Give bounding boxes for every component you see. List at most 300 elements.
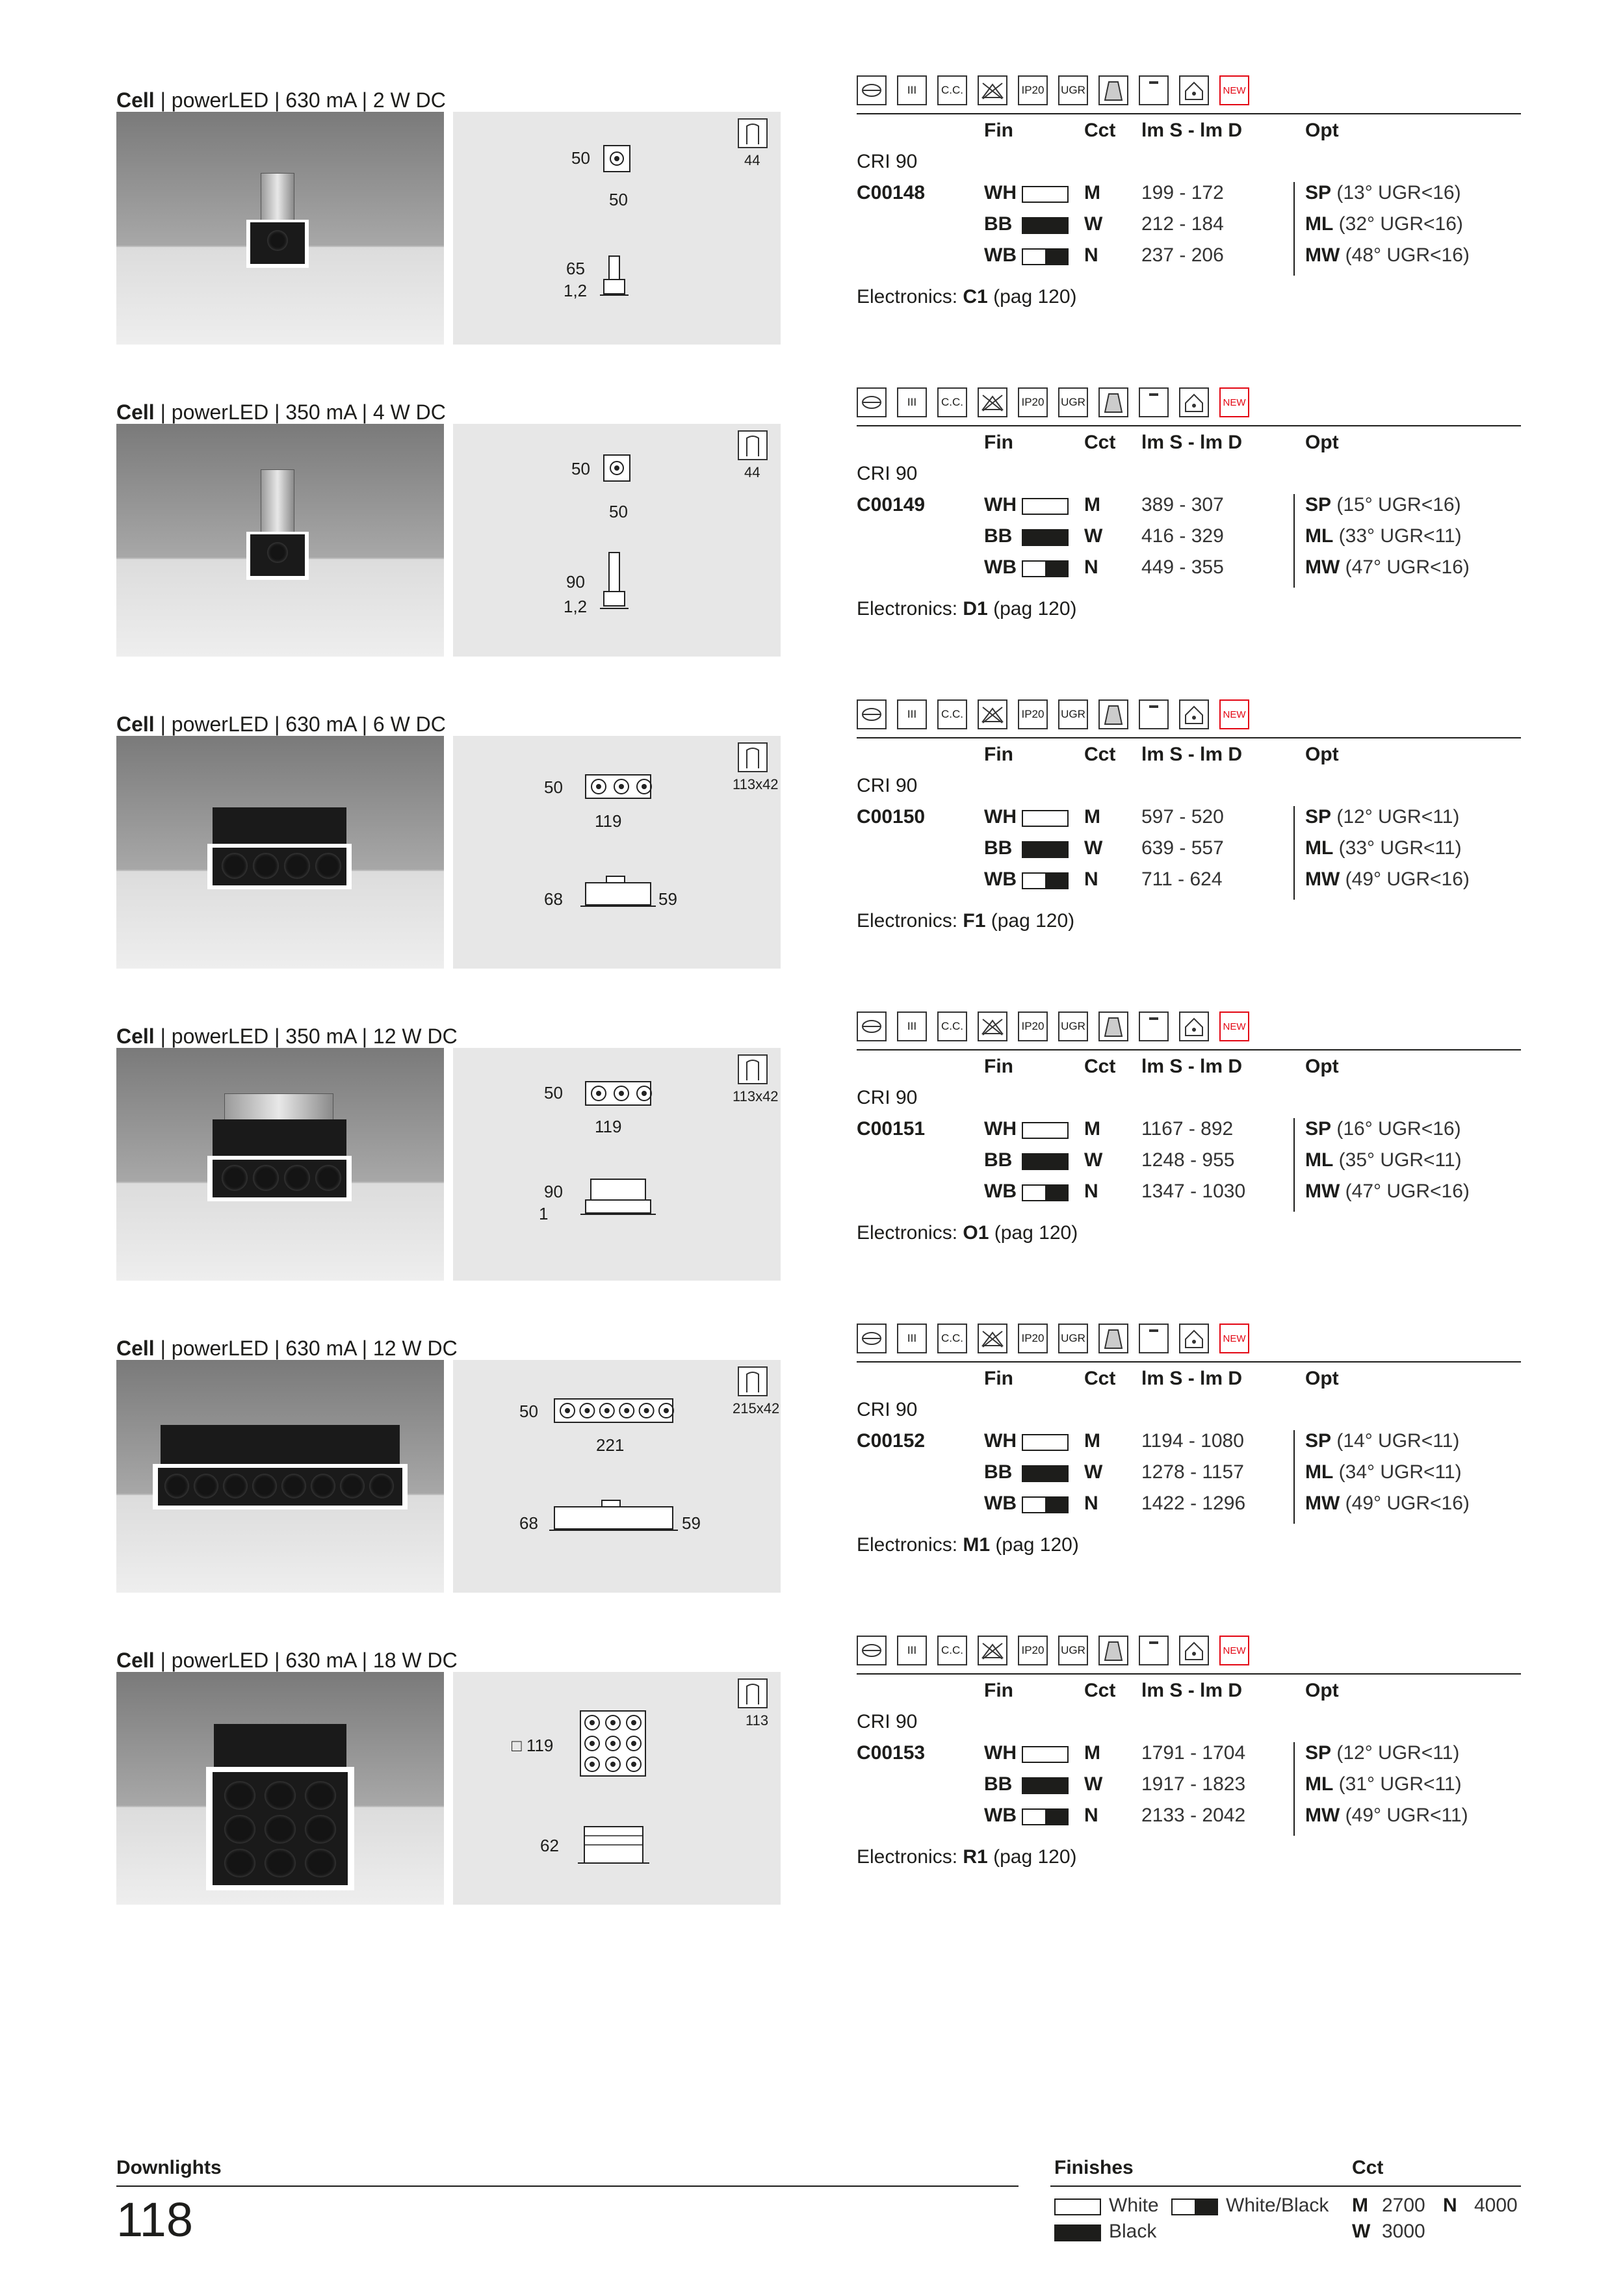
optic-detail: (12° UGR<11) — [1331, 806, 1460, 828]
cutout-size: 44 — [744, 464, 760, 480]
cct-code: M — [1084, 1430, 1100, 1452]
header-cct: Cct — [1084, 432, 1116, 453]
class-iii-icon: III — [897, 1636, 927, 1665]
lumen-values: 449 - 355 — [1141, 556, 1224, 578]
optic-detail: (31° UGR<11) — [1333, 1773, 1462, 1795]
optic-code: SP — [1305, 494, 1332, 515]
finish-white-swatch — [1054, 2198, 1101, 2215]
finish-swatch — [1022, 1777, 1069, 1794]
footer-divider — [116, 2185, 1019, 2187]
optic-code: ML — [1305, 525, 1334, 547]
recessed-mount-icon — [857, 1324, 887, 1353]
led-reflector — [340, 1474, 365, 1498]
cct-code: N — [1084, 1805, 1098, 1826]
side-view-drawing — [600, 551, 629, 610]
electronics-code: O1 — [963, 1222, 989, 1244]
lumen-values: 1791 - 1704 — [1141, 1742, 1246, 1764]
dim-height: 90 — [566, 572, 585, 592]
cri-value: CRI 90 — [857, 463, 918, 484]
header-fin: Fin — [984, 1368, 1013, 1389]
cct-code: M — [1084, 182, 1100, 203]
dim-length: 50 — [609, 502, 628, 521]
optic-option — [1305, 1805, 1468, 1831]
product-name: Cell — [116, 712, 155, 736]
options-divider — [1293, 494, 1295, 588]
electronics-label: Electronics: — [857, 1534, 963, 1556]
led-reflector — [267, 230, 288, 251]
class-iii-icon: III — [897, 1324, 927, 1353]
new-badge: NEW — [1219, 1636, 1249, 1665]
header-cct: Cct — [1084, 120, 1116, 141]
optic-code: SP — [1305, 1742, 1332, 1764]
cct-code: W — [1084, 525, 1103, 547]
led-reflector — [284, 853, 310, 879]
optic-code: MW — [1305, 1805, 1340, 1826]
finish-code: BB — [984, 213, 1013, 235]
electronics-label: Electronics: — [857, 910, 963, 932]
electronics-line — [857, 1222, 1078, 1244]
constant-current-icon: C.C. — [937, 699, 967, 729]
optic-code: MW — [1305, 244, 1340, 266]
led-reflector — [267, 542, 288, 563]
optic-code: ML — [1305, 1773, 1334, 1795]
dimming-icon — [1179, 1324, 1209, 1353]
cct-code: M — [1084, 1742, 1100, 1764]
product-block — [0, 396, 1623, 712]
cct-code: N — [1084, 556, 1098, 578]
product-name: Cell — [116, 1337, 155, 1360]
electronics-label: Electronics: — [857, 1846, 963, 1868]
lumen-values: 1347 - 1030 — [1141, 1181, 1246, 1202]
no-insulation-icon — [978, 1011, 1007, 1041]
cct-n-value: 4000 — [1474, 2195, 1518, 2216]
dim-height: 90 — [544, 1182, 563, 1201]
lumen-values: 1917 - 1823 — [1141, 1773, 1246, 1795]
header-lumen: lm S - lm D — [1141, 744, 1243, 765]
finish-code: WB — [984, 1805, 1017, 1826]
header-lumen: lm S - lm D — [1141, 1368, 1243, 1389]
cct-m-value: 2700 — [1382, 2195, 1425, 2216]
dim-trim: 1 — [539, 1204, 549, 1223]
lumen-values: 416 - 329 — [1141, 525, 1224, 547]
cutout-icon — [738, 742, 768, 772]
options-divider — [1293, 1742, 1295, 1836]
lumen-values: 639 - 557 — [1141, 837, 1224, 859]
constant-current-icon: C.C. — [937, 75, 967, 105]
optic-detail: (32° UGR<16) — [1333, 213, 1463, 235]
dim-length: 119 — [595, 1117, 622, 1136]
optic-option — [1305, 494, 1461, 520]
led-reflector — [305, 1815, 336, 1844]
page-number: 118 — [116, 2193, 193, 2247]
product-photo — [116, 112, 444, 345]
dimming-icon — [1179, 75, 1209, 105]
lumen-values: 2133 - 2042 — [1141, 1805, 1246, 1826]
header-opt: Opt — [1305, 120, 1339, 141]
ip20-icon: IP20 — [1018, 387, 1048, 417]
product-photo — [116, 736, 444, 969]
electronics-code: D1 — [963, 598, 988, 620]
product-block — [0, 708, 1623, 1024]
options-divider — [1293, 806, 1295, 900]
optic-option — [1305, 1742, 1459, 1768]
finish-code: WH — [984, 1430, 1017, 1452]
cri-value: CRI 90 — [857, 1399, 918, 1420]
finish-code: WB — [984, 244, 1017, 266]
optic-code: ML — [1305, 837, 1334, 859]
product-code: C00152 — [857, 1430, 926, 1452]
optic-option — [1305, 1149, 1462, 1175]
optic-option — [1305, 213, 1463, 239]
lumen-values: 237 - 206 — [1141, 244, 1224, 266]
lumen-values: 1422 - 1296 — [1141, 1493, 1246, 1514]
beam-icon — [1098, 1011, 1128, 1041]
fixture-body — [213, 807, 346, 846]
finish-swatch — [1022, 1122, 1069, 1139]
top-view-drawing — [603, 144, 631, 173]
led-reflector — [253, 853, 279, 879]
lumen-values: 1167 - 892 — [1141, 1118, 1234, 1140]
product-title — [116, 1024, 458, 1049]
new-badge: NEW — [1219, 1011, 1249, 1041]
beam-icon — [1098, 699, 1128, 729]
dim-height: 62 — [540, 1836, 559, 1855]
cct-code: W — [1084, 837, 1103, 859]
new-badge: NEW — [1219, 699, 1249, 729]
optic-option — [1305, 868, 1470, 894]
product-name: Cell — [116, 88, 155, 112]
lumen-values: 711 - 624 — [1141, 868, 1223, 890]
product-photo — [116, 1672, 444, 1905]
cri-value: CRI 90 — [857, 1087, 918, 1108]
technical-drawing — [453, 1672, 781, 1905]
cct-code: W — [1084, 1773, 1103, 1795]
dimming-icon — [1179, 699, 1209, 729]
table-rule — [857, 1673, 1521, 1675]
optic-option — [1305, 1773, 1462, 1799]
recessed-mount-icon — [857, 1011, 887, 1041]
no-insulation-icon — [978, 1636, 1007, 1665]
optic-code: ML — [1305, 1461, 1334, 1483]
optic-detail: (49° UGR<16) — [1340, 1493, 1470, 1514]
led-reflector — [305, 1781, 336, 1810]
cutout-size: 44 — [744, 152, 760, 168]
product-spec: | powerLED | 630 mA | 6 W DC — [154, 712, 446, 736]
led-reflector — [252, 1474, 277, 1498]
header-fin: Fin — [984, 1680, 1013, 1701]
lumen-values: 1248 - 955 — [1141, 1149, 1235, 1171]
electronics-line — [857, 910, 1074, 932]
electronics-label: Electronics: — [857, 598, 963, 620]
product-spec: | powerLED | 630 mA | 12 W DC — [154, 1337, 458, 1360]
finish-swatch — [1022, 498, 1069, 515]
driver-icon — [1139, 1324, 1169, 1353]
recessed-mount-icon — [857, 699, 887, 729]
constant-current-icon: C.C. — [937, 1636, 967, 1665]
electronics-page: (pag 120) — [987, 598, 1077, 620]
dim-trim: 59 — [682, 1513, 701, 1533]
optic-detail: (15° UGR<16) — [1331, 494, 1461, 515]
product-code: C00149 — [857, 494, 926, 515]
electronics-line — [857, 286, 1077, 308]
electronics-code: M1 — [963, 1534, 991, 1556]
lumen-values: 1278 - 1157 — [1141, 1461, 1244, 1483]
optic-detail: (16° UGR<16) — [1331, 1118, 1461, 1140]
product-code: C00150 — [857, 806, 926, 828]
led-reflector — [305, 1849, 336, 1877]
cct-code: M — [1084, 494, 1100, 515]
fixture-body — [213, 1119, 346, 1158]
class-iii-icon: III — [897, 387, 927, 417]
product-title — [116, 88, 446, 112]
finish-code: WB — [984, 1493, 1017, 1514]
finish-swatch — [1022, 186, 1069, 203]
options-divider — [1293, 1430, 1295, 1524]
led-reflector — [223, 1474, 248, 1498]
electronics-page: (pag 120) — [990, 1534, 1079, 1556]
recessed-mount-icon — [857, 387, 887, 417]
electronics-page: (pag 120) — [987, 286, 1077, 307]
led-reflector — [369, 1474, 394, 1498]
table-rule — [857, 1361, 1521, 1363]
optic-detail: (34° UGR<11) — [1333, 1461, 1462, 1483]
side-view-drawing — [580, 875, 656, 911]
product-name: Cell — [116, 400, 155, 424]
cutout-icon — [738, 430, 768, 460]
dimming-icon — [1179, 1011, 1209, 1041]
ip20-icon: IP20 — [1018, 1324, 1048, 1353]
new-badge: NEW — [1219, 1324, 1249, 1353]
led-reflector — [265, 1815, 296, 1844]
finish-code: BB — [984, 525, 1013, 547]
cct-code: N — [1084, 1493, 1098, 1514]
header-cct: Cct — [1084, 744, 1116, 765]
optic-detail: (12° UGR<11) — [1331, 1742, 1460, 1764]
no-insulation-icon — [978, 387, 1007, 417]
driver-icon — [1139, 75, 1169, 105]
ugr-icon: UGR — [1058, 1011, 1088, 1041]
header-lumen: lm S - lm D — [1141, 120, 1243, 141]
cutout-size: 215x42 — [733, 1400, 780, 1416]
optic-detail: (47° UGR<16) — [1340, 556, 1470, 578]
optic-detail: (49° UGR<16) — [1340, 868, 1470, 890]
electronics-page: (pag 120) — [985, 910, 1075, 932]
cct-m-code: M — [1352, 2195, 1368, 2216]
dim-length: 119 — [595, 811, 622, 831]
ip20-icon: IP20 — [1018, 1636, 1048, 1665]
finish-code: WB — [984, 1181, 1017, 1202]
product-name: Cell — [116, 1649, 155, 1672]
header-lumen: lm S - lm D — [1141, 1056, 1243, 1077]
recessed-mount-icon — [857, 1636, 887, 1665]
electronics-line — [857, 598, 1077, 620]
lumen-values: 389 - 307 — [1141, 494, 1224, 515]
cct-code: M — [1084, 1118, 1100, 1140]
technical-drawing — [453, 1360, 781, 1593]
class-iii-icon: III — [897, 75, 927, 105]
finish-white-black-label: White/Black — [1226, 2195, 1329, 2216]
top-view-drawing — [603, 454, 631, 482]
new-badge: NEW — [1219, 387, 1249, 417]
dim-trim: 59 — [658, 889, 677, 909]
product-spec: | powerLED | 350 mA | 12 W DC — [154, 1024, 458, 1048]
dim-width: 50 — [544, 777, 563, 797]
product-spec: | powerLED | 630 mA | 18 W DC — [154, 1649, 458, 1672]
finish-code: WB — [984, 868, 1017, 890]
header-lumen: lm S - lm D — [1141, 1680, 1243, 1701]
finish-swatch — [1022, 1746, 1069, 1763]
led-reflector — [253, 1165, 279, 1191]
led-reflector — [315, 853, 341, 879]
optic-detail: (33° UGR<11) — [1333, 525, 1462, 547]
led-reflector — [284, 1165, 310, 1191]
header-fin: Fin — [984, 432, 1013, 453]
product-photo — [116, 424, 444, 657]
cri-value: CRI 90 — [857, 1711, 918, 1732]
new-badge: NEW — [1219, 75, 1249, 105]
cutout-icon — [738, 118, 768, 148]
finish-code: BB — [984, 1461, 1013, 1483]
dim-height: 68 — [544, 889, 563, 909]
side-view-drawing — [600, 255, 629, 296]
finish-swatch — [1022, 1465, 1069, 1482]
product-title — [116, 400, 446, 424]
finish-code: WB — [984, 556, 1017, 578]
side-view-drawing — [549, 1499, 678, 1535]
product-title — [116, 712, 446, 737]
constant-current-icon: C.C. — [937, 387, 967, 417]
optic-code: MW — [1305, 868, 1340, 890]
optic-detail: (48° UGR<16) — [1340, 244, 1470, 266]
dim-width: 50 — [571, 459, 590, 478]
product-photo — [116, 1048, 444, 1281]
no-insulation-icon — [978, 1324, 1007, 1353]
dim-length: 50 — [609, 190, 628, 209]
header-opt: Opt — [1305, 744, 1339, 765]
optic-detail: (35° UGR<11) — [1333, 1149, 1462, 1171]
product-code: C00153 — [857, 1742, 926, 1764]
cutout-size: 113x42 — [733, 1088, 779, 1104]
header-cct: Cct — [1084, 1368, 1116, 1389]
cct-code: M — [1084, 806, 1100, 828]
optic-detail: (49° UGR<11) — [1340, 1805, 1468, 1826]
constant-current-icon: C.C. — [937, 1324, 967, 1353]
finish-code: WH — [984, 1742, 1017, 1764]
header-opt: Opt — [1305, 1368, 1339, 1389]
dim-width: 50 — [519, 1402, 538, 1421]
ugr-icon: UGR — [1058, 387, 1088, 417]
optic-code: ML — [1305, 213, 1334, 235]
optic-option — [1305, 1493, 1470, 1519]
dimming-icon — [1179, 387, 1209, 417]
electronics-line — [857, 1534, 1079, 1556]
ugr-icon: UGR — [1058, 1636, 1088, 1665]
side-view-drawing — [577, 1823, 651, 1868]
ip20-icon: IP20 — [1018, 1011, 1048, 1041]
finish-code: WH — [984, 806, 1017, 828]
optic-option — [1305, 182, 1461, 208]
header-lumen: lm S - lm D — [1141, 432, 1243, 453]
finish-white-black-swatch — [1171, 2198, 1218, 2215]
optic-option — [1305, 556, 1470, 582]
ugr-icon: UGR — [1058, 75, 1088, 105]
cri-value: CRI 90 — [857, 151, 918, 172]
cct-code: N — [1084, 1181, 1098, 1202]
section-title: Downlights — [116, 2157, 222, 2178]
finish-swatch — [1022, 1434, 1069, 1451]
led-reflector — [224, 1781, 255, 1810]
cct-code: N — [1084, 244, 1098, 266]
optic-code: SP — [1305, 182, 1332, 203]
dim-width: 50 — [544, 1083, 563, 1102]
finish-code: WH — [984, 494, 1017, 515]
driver-icon — [1139, 387, 1169, 417]
no-insulation-icon — [978, 699, 1007, 729]
cutout-icon — [738, 1054, 768, 1084]
driver-icon — [1139, 1011, 1169, 1041]
finish-black-swatch — [1054, 2224, 1101, 2241]
heatsink-fins — [261, 469, 294, 536]
heatsink-fins — [261, 173, 294, 224]
side-view-drawing — [580, 1178, 656, 1217]
optic-code: MW — [1305, 1493, 1340, 1514]
finish-swatch — [1022, 217, 1069, 234]
ugr-icon: UGR — [1058, 699, 1088, 729]
optic-option — [1305, 1430, 1459, 1456]
electronics-line — [857, 1846, 1077, 1868]
dim-width: 50 — [571, 148, 590, 168]
cct-w-code: W — [1352, 2221, 1371, 2242]
beam-icon — [1098, 1324, 1128, 1353]
electronics-code: R1 — [963, 1846, 988, 1868]
optic-detail: (33° UGR<11) — [1333, 837, 1462, 859]
electronics-code: C1 — [963, 286, 988, 307]
led-reflector — [265, 1781, 296, 1810]
optic-code: MW — [1305, 1181, 1340, 1202]
finish-swatch — [1022, 529, 1069, 546]
optic-option — [1305, 837, 1462, 863]
finish-white-label: White — [1109, 2195, 1159, 2216]
led-reflector — [315, 1165, 341, 1191]
electronics-code: F1 — [963, 910, 986, 932]
cutout-size: 113x42 — [733, 776, 779, 792]
product-block — [0, 1644, 1623, 1961]
optic-code: ML — [1305, 1149, 1334, 1171]
class-iii-icon: III — [897, 1011, 927, 1041]
product-block — [0, 1332, 1623, 1649]
electronics-page: (pag 120) — [987, 1846, 1077, 1868]
finish-code: BB — [984, 1149, 1013, 1171]
product-block — [0, 1020, 1623, 1337]
cutout-size: 113 — [746, 1712, 769, 1729]
dim-trim: 1,2 — [564, 281, 588, 300]
finish-code: WH — [984, 182, 1017, 203]
cct-header: Cct — [1352, 2157, 1384, 2178]
header-opt: Opt — [1305, 1056, 1339, 1077]
optic-code: SP — [1305, 806, 1332, 828]
cct-code: W — [1084, 1149, 1103, 1171]
optic-option — [1305, 1118, 1461, 1144]
driver-icon — [1139, 699, 1169, 729]
finish-black-label: Black — [1109, 2221, 1157, 2242]
ugr-icon: UGR — [1058, 1324, 1088, 1353]
table-rule — [857, 113, 1521, 114]
led-reflector — [281, 1474, 306, 1498]
product-title — [116, 1649, 458, 1673]
finish-swatch — [1022, 841, 1069, 858]
product-spec: | powerLED | 350 mA | 4 W DC — [154, 400, 446, 424]
optic-detail: (47° UGR<16) — [1340, 1181, 1470, 1202]
